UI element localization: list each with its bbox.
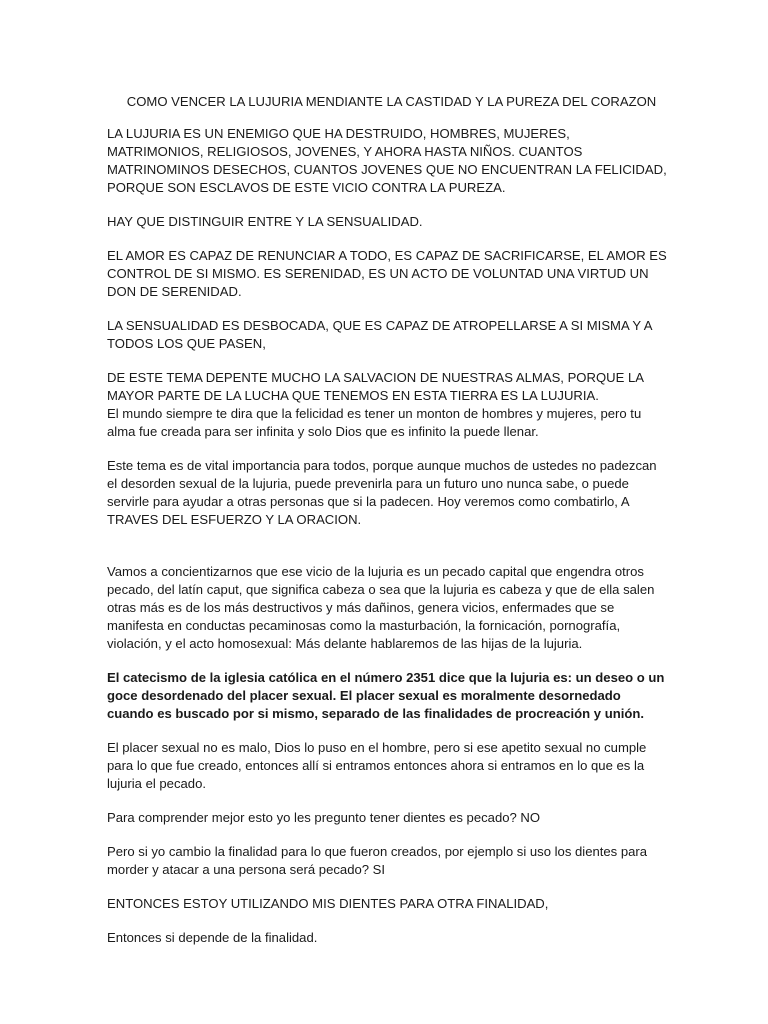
paragraph-world: El mundo siempre te dira que la felicidad es tener un monton de hombres y mujeres, pero tu alma fue creada para ser infinita y solo Dios que es infinito la puede llenar. bbox=[107, 406, 642, 439]
paragraph-pleasure: El placer sexual no es malo, Dios lo puso en el hombre, pero si ese apetito sexual no cumple para lo que fue creado, entonces allí si entramos entonces ahora si entramos en lo que es la lujuria el pecado. bbox=[107, 740, 647, 791]
paragraph-love: EL AMOR ES CAPAZ DE RENUNCIAR A TODO, ES CAPAZ DE SACRIFICARSE, EL AMOR ES CONTROL DE SI MISMO. ES SERENIDAD, ES UN ACTO DE VOLUNTAD UNA VIRTUD UN DON DE SERENIDAD. bbox=[107, 248, 667, 299]
document-title: COMO VENCER LA LUJURIA MENDIANTE LA CASTIDAD Y LA PUREZA DEL CORAZON bbox=[126, 94, 657, 109]
paragraph-distinguish: HAY QUE DISTINGUIR ENTRE Y LA SENSUALIDAD. bbox=[107, 214, 423, 229]
paragraph-capital-sin: Vamos a concientizarnos que ese vicio de la lujuria es un pecado capital que engendra otros pecado, del latín caput, que significa cabeza o sea que la lujuria es cabeza y que de ella salen otras más es de los más destructivos y más dañinos, genera vicios, enfermades que se manifesta en conductas pecaminosas como la masturbación, la fornicación, pornografía, violación, y el acto homosexual: Más delante hablaremos de las hijas de la lujuria. bbox=[107, 564, 655, 651]
paragraph-importance: Este tema es de vital importancia para todos, porque aunque muchos de ustedes no padezcan el desorden sexual de la lujuria, puede prevenirla para un futuro uno nunca sabe, o puede servirle para ayudar a otras personas que si la padecen. Hoy veremos como combatirlo, A TRAVES DEL ESFUERZO Y LA ORACION. bbox=[107, 458, 657, 527]
paragraph-conclusion: Entonces si depende de la finalidad. bbox=[107, 930, 318, 945]
paragraph-teeth-purpose: Pero si yo cambio la finalidad para lo que fueron creados, por ejemplo si uso los dientes para morder y atacar a una persona será pecado? SI bbox=[107, 844, 648, 877]
paragraph-other-purpose: ENTONCES ESTOY UTILIZANDO MIS DIENTES PARA OTRA FINALIDAD, bbox=[107, 896, 549, 911]
paragraph-sensuality: LA SENSUALIDAD ES DESBOCADA, QUE ES CAPAZ DE ATROPELLARSE A SI MISMA Y A TODOS LOS QUE PASEN, bbox=[107, 318, 652, 351]
paragraph-salvation: DE ESTE TEMA DEPENTE MUCHO LA SALVACION DE NUESTRAS ALMAS, PORQUE LA MAYOR PARTE DE LA LUCHA QUE TENEMOS EN ESTA TIERRA ES LA LUJURIA. bbox=[107, 370, 644, 403]
paragraph-intro: LA LUJURIA ES UN ENEMIGO QUE HA DESTRUIDO, HOMBRES, MUJERES, MATRIMONIOS, RELIGIOSOS, JOVENES, Y AHORA HASTA NIÑOS. CUANTOS MATRINOMINOS DESECHOS, CUANTOS JOVENES QUE NO ENCUENTRAN LA FELICIDAD, PORQUE SON ESCLAVOS DE ESTE VICIO CONTRA LA PUREZA. bbox=[107, 126, 667, 195]
paragraph-catechism: El catecismo de la iglesia católica en el número 2351 dice que la lujuria es: un deseo o un goce desordenado del placer sexual. El placer sexual es moralmente desornedado cuando es buscado por si mismo, separado de las finalidades de procreación y unión. bbox=[107, 670, 665, 721]
paragraph-teeth-question: Para comprender mejor esto yo les pregunto tener dientes es pecado? NO bbox=[107, 810, 541, 825]
